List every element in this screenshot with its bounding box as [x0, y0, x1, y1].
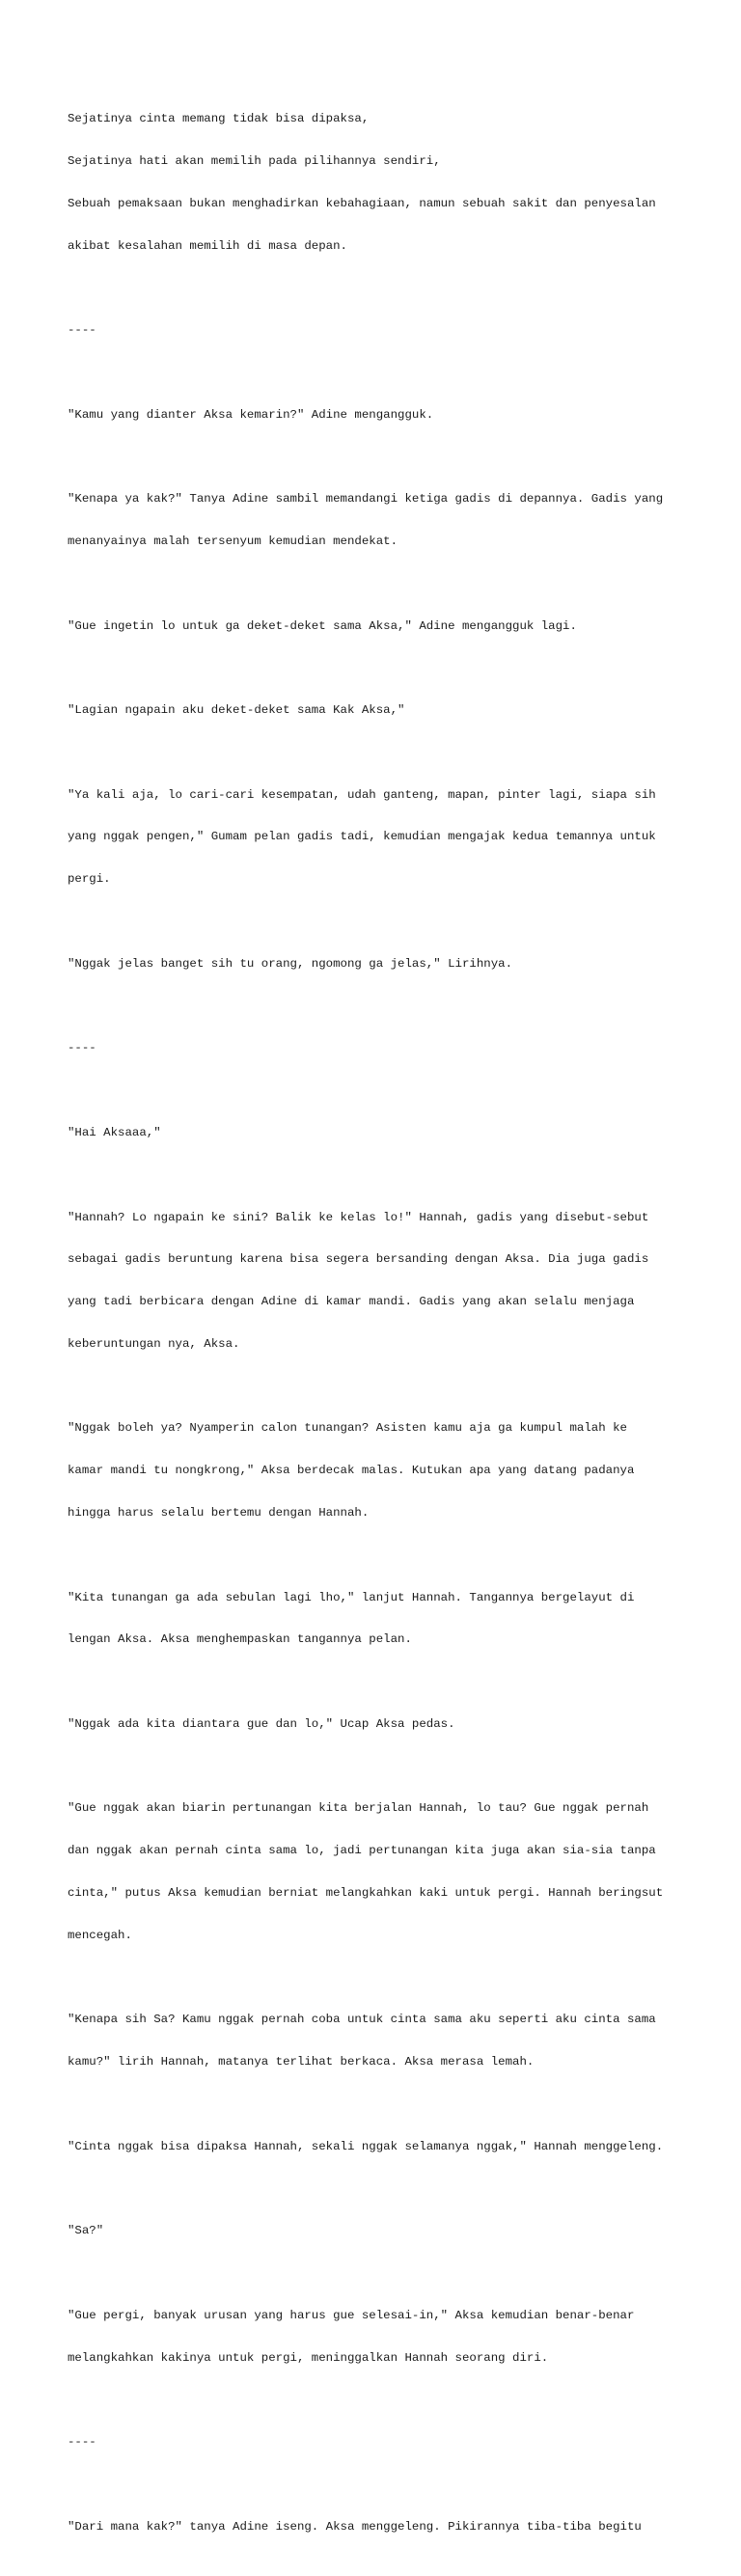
text-line: mencegah.	[68, 1928, 132, 1942]
text-line: Sejatinya cinta memang tidak bisa dipaksa,	[68, 112, 370, 126]
text-line: "Kenapa ya kak?" Tanya Adine sambil memandangi ketiga gadis di depannya. Gadis yang	[68, 492, 664, 507]
text-line: hingga harus selalu bertemu dengan Hannah.	[68, 1505, 370, 1520]
text-line: lengan Aksa. Aksa menghempaskan tangannya pelan.	[68, 1632, 412, 1647]
paragraph	[68, 2112, 685, 2182]
text-line: "Ya kali aja, lo cari-cari kesempatan, udah ganteng, mapan, pinter lagi, siapa sih	[68, 787, 656, 802]
paragraph	[68, 1182, 685, 1379]
text-line: melangkahkan kakinya untuk pergi, meninggalkan Hannah seorang diri.	[68, 2350, 549, 2365]
text-line: "Nggak ada kita diantara gue dan lo," Ucap Aksa pedas.	[68, 1716, 455, 1731]
text-line: dan nggak akan pernah cinta sama lo, jadi pertunangan kita juga akan sia-sia tanpa	[68, 1844, 656, 1858]
paragraph	[68, 675, 685, 746]
text-line: Sejatinya hati akan memilih pada pilihannya sendiri,	[68, 153, 441, 168]
paragraph	[68, 1773, 685, 1970]
paragraph	[68, 1393, 685, 1548]
paragraph	[68, 760, 685, 916]
section-separator	[68, 295, 685, 366]
text-line: ----	[68, 2435, 96, 2450]
text-line: akibat kesalahan memilih di masa depan.	[68, 238, 347, 253]
text-line: "Sa?"	[68, 2224, 104, 2238]
text-line: "Hai Aksaaa,"	[68, 1125, 161, 1139]
text-line: kamu?" lirih Hannah, matanya terlihat berkaca. Aksa merasa lemah.	[68, 2055, 535, 2069]
text-line: cinta," putus Aksa kemudian berniat melangkahkan kaki untuk pergi. Hannah beringsut	[68, 1886, 664, 1900]
text-line: pergi.	[68, 872, 111, 887]
text-line: "Gue pergi, banyak urusan yang harus gue selesai-in," Aksa kemudian benar-benar	[68, 2308, 635, 2322]
section-separator	[68, 2407, 685, 2478]
text-line: "Gue nggak akan biarin pertunangan kita berjalan Hannah, lo tau? Gue nggak pernah	[68, 1801, 649, 1816]
paragraph	[68, 590, 685, 661]
paragraph	[68, 2492, 685, 2562]
text-line: "Hannah? Lo ngapain ke sini? Balik ke kelas lo!" Hannah, gadis yang disebut-sebut	[68, 1210, 649, 1224]
text-line: "Nggak jelas banget sih tu orang, ngomong ga jelas," Lirihnya.	[68, 956, 513, 971]
text-line: "Cinta nggak bisa dipaksa Hannah, sekali nggak selamanya nggak," Hannah menggeleng.	[68, 2139, 664, 2153]
text-line: menanyainya malah tersenyum kemudian mendekat.	[68, 534, 398, 548]
paragraph	[68, 929, 685, 1000]
text-line: keberuntungan nya, Aksa.	[68, 1336, 240, 1351]
text-line: kamar mandi tu nongkrong," Aksa berdecak malas. Kutukan apa yang datang padanya	[68, 1464, 635, 1478]
paragraph	[68, 84, 685, 281]
paragraph	[68, 2281, 685, 2394]
text-line: "Kita tunangan ga ada sebulan lagi lho," lanjut Hannah. Tangannya bergelayut di	[68, 1590, 635, 1604]
text-line: "Nggak boleh ya? Nyamperin calon tunangan? Asisten kamu aja ga kumpul malah ke	[68, 1421, 627, 1436]
paragraph	[68, 1098, 685, 1168]
text-line: "Dari mana kak?" tanya Adine iseng. Aksa menggeleng. Pikirannya tiba-tiba begitu	[68, 2519, 642, 2534]
text-line: ----	[68, 323, 96, 338]
text-line: "Kamu yang dianter Aksa kemarin?" Adine mengangguk.	[68, 407, 434, 422]
text-line: "Kenapa sih Sa? Kamu nggak pernah coba untuk cinta sama aku seperti aku cinta sama	[68, 2013, 656, 2027]
paragraph	[68, 464, 685, 577]
text-line: yang tadi berbicara dengan Adine di kamar mandi. Gadis yang akan selalu menjaga	[68, 1295, 635, 1309]
text-line: ----	[68, 1041, 96, 1055]
text-line: yang nggak pengen," Gumam pelan gadis tadi, kemudian mengajak kedua temannya untuk	[68, 830, 656, 844]
paragraph	[68, 2196, 685, 2266]
document-page	[68, 84, 685, 2576]
paragraph	[68, 379, 685, 450]
paragraph	[68, 1689, 685, 1760]
paragraph	[68, 1985, 685, 2097]
paragraph	[68, 1562, 685, 1675]
text-line: Sebuah pemaksaan bukan menghadirkan kebahagiaan, namun sebuah sakit dan penyesalan	[68, 196, 656, 210]
text-line: "Lagian ngapain aku deket-deket sama Kak Aksa,"	[68, 703, 405, 718]
section-separator	[68, 1013, 685, 1083]
text-line: sebagai gadis beruntung karena bisa segera bersanding dengan Aksa. Dia juga gadis	[68, 1252, 649, 1267]
text-line: "Gue ingetin lo untuk ga deket-deket sama Aksa," Adine mengangguk lagi.	[68, 618, 577, 633]
